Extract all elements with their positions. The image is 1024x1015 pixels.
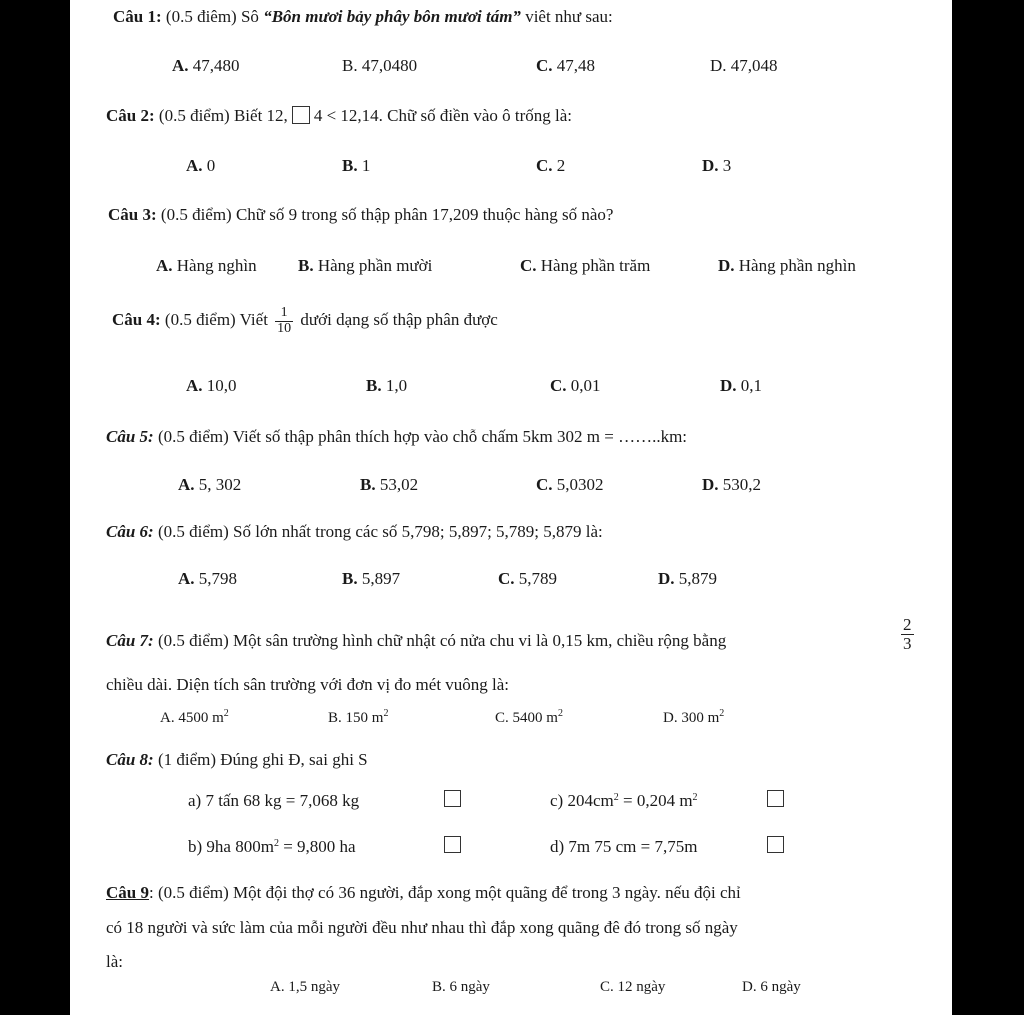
q9-option-b[interactable]: B. 6 ngày [432,979,490,995]
question-9-line-3: là: [106,952,123,971]
q4-option-c[interactable]: C. 0,01 [550,376,601,395]
q6-option-a[interactable]: A. 5,798 [178,569,238,588]
question-6: Câu 6: (0.5 điểm) Số lớn nhất trong các số 5,798; 5,897; 5,789; 5,879 là: [106,522,603,541]
q3-option-b[interactable]: B. Hàng phần mười [298,256,433,275]
question-number: Câu 6: [106,522,154,541]
question-7-line-2: chiều dài. Diện tích sân trường với đơn vị đo mét vuông là: [106,675,510,694]
question-number: Câu 1: [113,7,162,26]
q1-option-c[interactable]: C. 47,48 [536,56,596,75]
q6-option-d[interactable]: D. 5,879 [658,569,718,588]
question-9-line-1: Câu 9: (0.5 điểm) Một đội thợ có 36 người, đắp xong một quãng để trong 3 ngày. nếu đội chỉ [106,883,741,902]
q8-statement-a: a) 7 tấn 68 kg = 7,068 kg [188,791,360,810]
q3-option-c[interactable]: C. Hàng phần trăm [520,256,651,275]
fraction-two-thirds: $\frac{2}{3}$ [903,615,912,653]
question-8: Câu 8: (1 điểm) Đúng ghi Đ, sai ghi S [106,750,368,769]
question-9-line-2: có 18 người và sức làm của mỗi người đều như nhau thì đắp xong quãng đê đó trong số ngày [106,918,738,937]
q9-option-c[interactable]: C. 12 ngày [600,979,666,995]
q3-option-a[interactable]: A. Hàng nghìn [156,256,257,275]
q7-option-a[interactable]: A. 4500 $m^2$ [160,708,229,726]
question-3: Câu 3: (0.5 điểm) Chữ số 9 trong số thập phân 17,209 thuộc hàng số nào? [108,205,614,224]
q1-option-b[interactable]: B. 47,0480 [342,56,418,75]
question-7-line-1: Câu 7: (0.5 điểm) Một sân trường hình chữ nhật có nửa chu vi là 0,15 km, chiều rộng bằng [106,631,727,650]
fraction-one-tenth: $\frac{1}{10}$ [277,305,292,336]
question-number: Câu 4: [112,310,161,330]
q8-statement-d: d) 7m 75 cm = 7,75m [550,837,698,856]
question-5: Câu 5: (0.5 điểm) Viết số thập phân thích hợp vào chỗ chấm 5km 302 m = ……..km: [106,427,688,446]
q8-answer-box-a[interactable] [444,790,461,807]
q9-option-d[interactable]: D. 6 ngày [742,979,801,995]
q1-option-a[interactable]: A. 47,480 [172,56,240,75]
q2-option-b[interactable]: B. 1 [342,156,371,175]
question-number: Câu 7: [106,631,154,650]
q8-statement-c: c) $204cm^2 = 0,204$ $m^2$ [550,791,698,810]
blank-digit-box[interactable] [292,106,310,124]
q1-option-d[interactable]: D. 47,048 [710,56,778,75]
q2-option-a[interactable]: A. 0 [186,156,216,175]
q3-option-d[interactable]: D. Hàng phần nghìn [718,256,856,275]
q5-option-d[interactable]: D. 530,2 [702,475,762,494]
q2-option-c[interactable]: C. 2 [536,156,566,175]
q5-option-b[interactable]: B. 53,02 [360,475,419,494]
q6-option-b[interactable]: B. 5,897 [342,569,401,588]
question-number: Câu 8: [106,750,154,769]
q7-option-d[interactable]: D. 300 $m^2$ [663,708,725,726]
question-2: Câu 2: (0.5 điểm) Biết 12, 4 < 12,14. Chữ số điền vào ô trống là: [106,106,573,125]
question-number: Câu 9 [106,883,149,902]
question-number: Câu 3: [108,205,157,224]
worksheet-page [70,0,952,1015]
q4-option-a[interactable]: A. 10,0 [186,376,237,395]
question-number: Câu 5: [106,427,154,446]
q8-answer-box-d[interactable] [767,836,784,853]
q9-option-a[interactable]: A. 1,5 ngày [270,979,340,995]
q6-option-c[interactable]: C. 5,789 [498,569,558,588]
q8-answer-box-c[interactable] [767,790,784,807]
q4-option-d[interactable]: D. 0,1 [720,376,763,395]
q7-option-b[interactable]: B. 150 $m^2$ [328,708,389,726]
question-number: Câu 2: [106,106,155,125]
q8-statement-b: b) 9ha $800m^2 = 9,800$ ha [188,837,356,856]
question-1: Câu 1: (0.5 điêm) Sô “Bôn mươi bảy phây bôn mươi tám” viêt như sau: [113,7,613,26]
q5-option-a[interactable]: A. 5, 302 [178,475,242,494]
q8-answer-box-b[interactable] [444,836,461,853]
q7-option-c[interactable]: C. 5400 $m^2$ [495,708,563,726]
q2-option-d[interactable]: D. 3 [702,156,732,175]
number-in-words: “Bôn mươi bảy phây bôn mươi tám” [263,7,521,26]
q5-option-c[interactable]: C. 5,0302 [536,475,604,494]
q4-option-b[interactable]: B. 1,0 [366,376,408,395]
question-4: Câu 4: (0.5 điểm) Viết $\frac{1}{10}$ dưới dạng số thập phân được [112,305,498,336]
